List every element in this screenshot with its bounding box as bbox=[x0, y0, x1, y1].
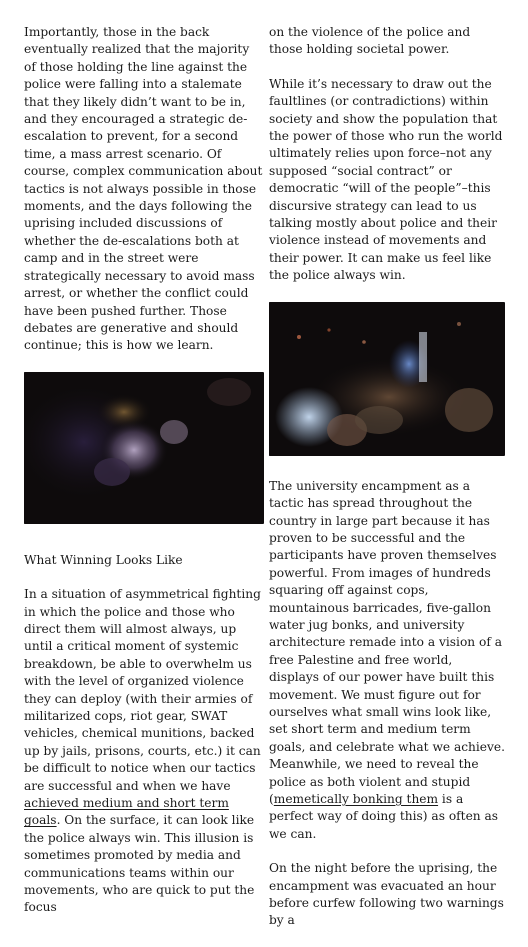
protest-photo-right bbox=[269, 302, 505, 456]
link-memetically-bonking[interactable]: memetically bonking them bbox=[273, 792, 439, 806]
left-column bbox=[24, 24, 264, 934]
protest-photo-left bbox=[24, 372, 264, 524]
paragraph-asymmetrical bbox=[24, 586, 264, 917]
section-heading: What Winning Looks Like bbox=[24, 552, 183, 567]
text-before-link: In a situation of asymmetrical fighting in which the police and those who direct them will almost always, up until a critical moment of systemic breakdown, be able to overwhelm us with the level of organized violence they can deploy (with their armies of militarized cops, riot gear, SWAT vehicles, chemical munitions, backed up by jails, prisons, courts, etc.) it can be difficult to notice when our tactics are successful and when we have bbox=[24, 587, 261, 793]
paragraph-night-before: On the night before the uprising, the encampment was evacuated an hour before curfew following two warnings by a bbox=[269, 861, 504, 928]
paragraph-university-encampment bbox=[269, 478, 505, 844]
paragraph-deescalation: Importantly, those in the back eventually realized that the majority of those holding the line against the police were falling into a stalemate that they likely didn’t want to be in, and they encouraged a strategic de-escalation to prevent, for a second time, a mass arrest scenario. Of course, complex communication about tactics is not always possible in those moments, and the days following the uprising included discussions of whether the de-escalations both at camp and in the street were strategically necessary to avoid mass arrest, or whether the conflict could have been pushed further. Those debates are generative and should continue; this is how we learn. bbox=[24, 25, 263, 353]
blurred-protester-image bbox=[24, 372, 256, 524]
right-column bbox=[269, 24, 505, 947]
paragraph-violence: on the violence of the police and those holding societal power. bbox=[269, 25, 471, 57]
text-after-link: . On the surface, it can look like the police always win. This illusion is sometimes promoted by media and communications teams within our movements, who are quick to put the focus bbox=[24, 813, 255, 915]
text-after-link: is a perfect way of doing this) as often as we can. bbox=[269, 792, 499, 841]
crowd-water-jug-image bbox=[269, 302, 501, 456]
paragraph-faultlines: While it’s necessary to draw out the faultlines (or contradictions) within society and show the population that the power of those who run the world ultimately relies upon force–not any supposed “social contract” or democratic “will of the people”–this discursive strategy can lead to us talking mostly about police and their violence instead of movements and their power. It can make us feel like the police always win. bbox=[269, 76, 503, 283]
text-before-link: The university encampment as a tactic has spread throughout the country in large part because it has proven to be successful and the participants have proven themselves powerful. From images of hundreds squaring off against cops, mountainous barricades, five-gallon water jug bonks, and university architecture remade into a vision of a free Palestine and free world, displays of our power have built this movement. We must figure out for ourselves what small wins look like, set short term and medium term goals, and celebrate what we achieve. Meanwhile, we need to reveal the police as both violent and stupid ( bbox=[269, 478, 505, 806]
link-achieved-goals[interactable]: achieved medium and short term goals bbox=[24, 796, 229, 828]
